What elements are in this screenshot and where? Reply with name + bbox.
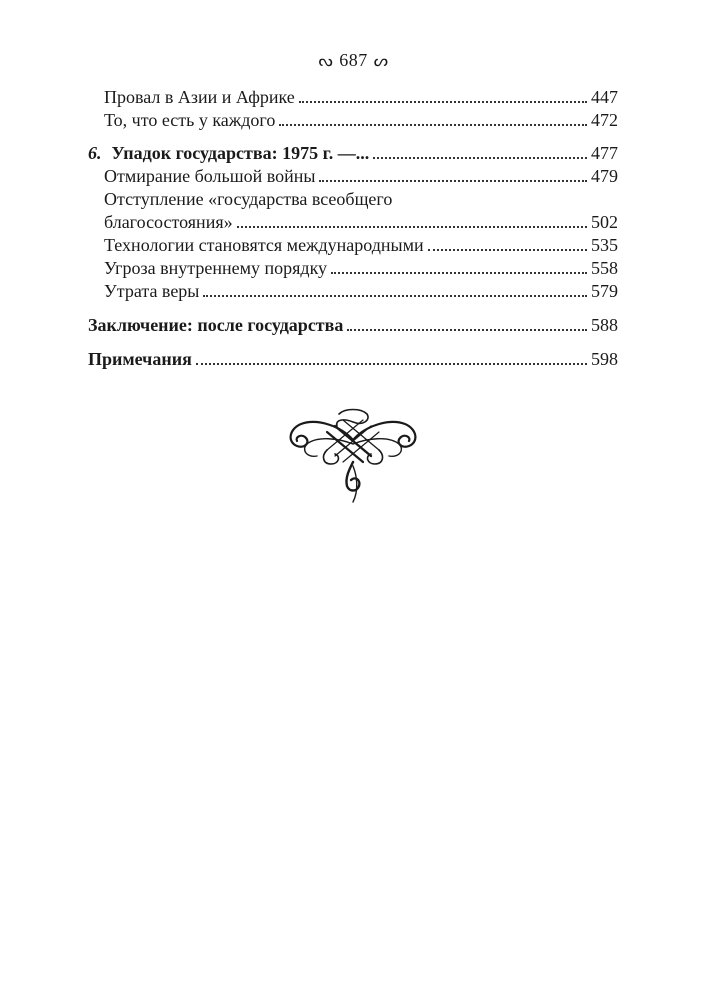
right-fleuron-icon: ᔕ <box>373 53 389 70</box>
toc-entry[interactable] <box>88 86 618 109</box>
toc-entry-title: Утрата веры <box>104 281 200 301</box>
toc-entry-title: Провал в Азии и Африке <box>104 87 295 107</box>
toc-entry[interactable] <box>88 109 618 132</box>
left-fleuron-icon: ᔓ <box>318 53 334 70</box>
toc-entry-page: 588 <box>591 315 618 335</box>
toc-entry-page: 447 <box>591 87 618 107</box>
toc-entry-title: Угроза внутреннему порядку <box>104 258 328 278</box>
toc-conclusion[interactable] <box>88 314 618 337</box>
toc-entry-title: То, что есть у каждого <box>104 110 276 130</box>
dot-leader <box>347 329 587 331</box>
dot-leader <box>203 295 587 297</box>
chapter-title: Упадок государства: 1975 г. —... <box>111 143 370 163</box>
toc-entry[interactable] <box>88 280 618 303</box>
toc-entry-title: Отступление «государства всеобщего <box>104 189 393 209</box>
dot-leader <box>237 226 587 228</box>
page-number: 687 <box>339 50 368 70</box>
toc-notes[interactable] <box>88 348 618 371</box>
toc-entry-title-cont: благосостояния» <box>104 212 233 232</box>
toc-entry-page: 558 <box>591 258 618 278</box>
dot-leader <box>331 272 587 274</box>
dot-leader <box>319 180 587 182</box>
toc-entry-page: 477 <box>591 143 618 163</box>
dot-leader <box>196 363 587 365</box>
toc-entry-title: Отмирание большой войны <box>104 166 316 186</box>
dot-leader <box>279 124 587 126</box>
toc-entry-page: 479 <box>591 166 618 186</box>
dot-leader <box>428 249 587 251</box>
toc-entry-title: Заключение: после государства <box>88 315 344 335</box>
toc-entry-page: 502 <box>591 212 618 232</box>
calligraphic-flourish-icon <box>283 404 423 508</box>
toc-entry-page: 535 <box>591 235 618 255</box>
dot-leader <box>299 101 587 103</box>
toc-entry-page: 598 <box>591 349 618 369</box>
toc-entry[interactable] <box>88 165 618 188</box>
toc-entry-title: Технологии становятся международными <box>104 235 424 255</box>
chapter-number: 6. <box>88 143 102 163</box>
toc-chapter-6[interactable] <box>88 142 618 165</box>
dot-leader <box>373 157 587 159</box>
toc-entry-title: Примечания <box>88 349 192 369</box>
toc-entry-page: 472 <box>591 110 618 130</box>
toc-entry-page: 579 <box>591 281 618 301</box>
table-of-contents <box>88 86 618 371</box>
toc-entry[interactable] <box>88 211 618 234</box>
toc-entry-line1[interactable] <box>88 188 618 211</box>
toc-entry[interactable] <box>88 234 618 257</box>
running-header <box>0 50 707 71</box>
toc-entry[interactable] <box>88 257 618 280</box>
